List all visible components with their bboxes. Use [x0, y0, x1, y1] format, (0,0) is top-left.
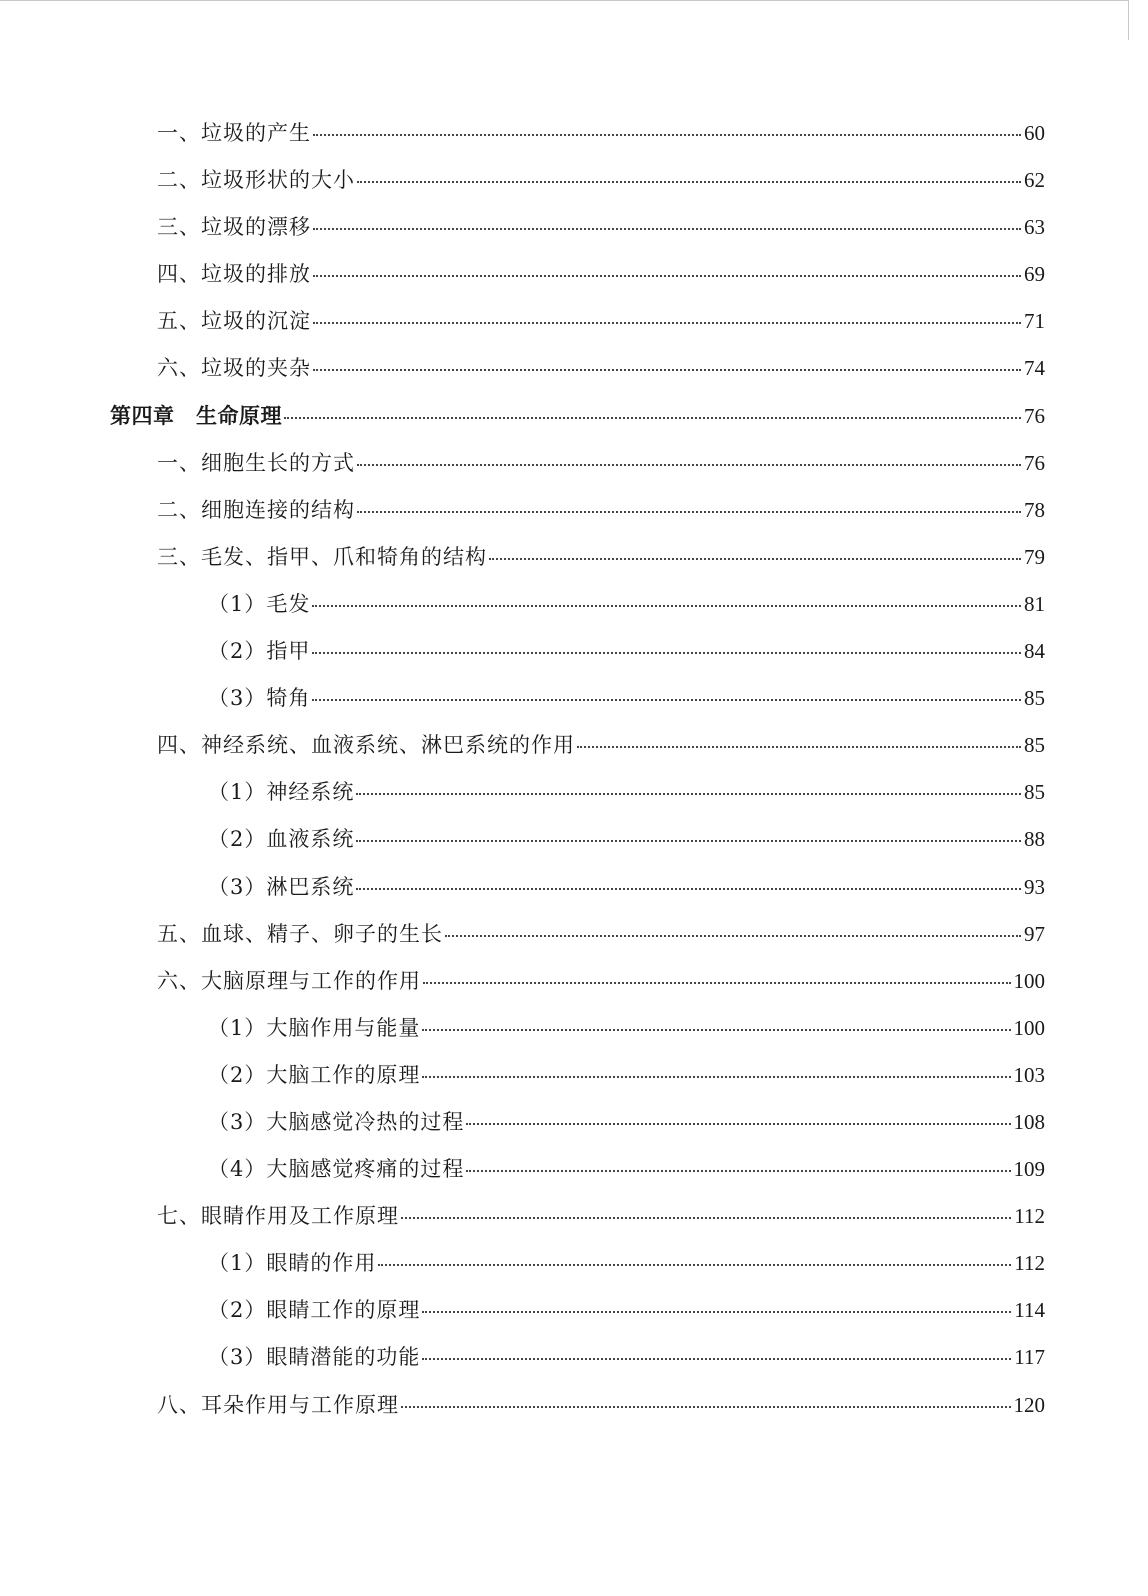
toc-entry[interactable]	[0, 1240, 1148, 1287]
toc-entry[interactable]	[0, 1146, 1148, 1193]
toc-page-number: 97	[1024, 921, 1045, 946]
toc-entry[interactable]	[0, 1382, 1148, 1429]
dot-leader	[357, 464, 1021, 466]
toc-entry-label: （1）眼睛的作用	[208, 1251, 377, 1276]
toc-chapter-heading[interactable]	[0, 393, 1148, 440]
toc-page-number: 108	[1013, 1109, 1045, 1134]
dot-leader	[312, 652, 1021, 654]
dot-leader	[313, 369, 1021, 371]
page-edge-right	[1128, 0, 1129, 40]
dot-leader	[313, 322, 1021, 324]
dot-leader	[357, 181, 1021, 183]
toc-page-number: 93	[1024, 874, 1045, 899]
dot-leader	[356, 840, 1021, 842]
dot-leader	[284, 417, 1021, 419]
toc-entry-label: 五、血球、精子、卵子的生长	[157, 921, 443, 946]
dot-leader	[489, 558, 1021, 560]
toc-entry-label: （4）大脑感觉疼痛的过程	[208, 1157, 465, 1182]
toc-entry-label: 二、细胞连接的结构	[157, 497, 355, 522]
toc-entry-label: （1）毛发	[208, 591, 311, 616]
toc-entry[interactable]	[0, 1287, 1148, 1334]
toc-entry[interactable]	[0, 816, 1148, 863]
toc-entry-label: 三、毛发、指甲、爪和犄角的结构	[157, 544, 487, 569]
toc-entry-label: 一、垃圾的产生	[157, 121, 311, 145]
toc-entry[interactable]	[0, 769, 1148, 816]
dot-leader	[357, 511, 1021, 513]
toc-entry[interactable]	[0, 157, 1148, 204]
toc-page-number: 74	[1024, 356, 1045, 381]
toc-entry[interactable]	[0, 1052, 1148, 1099]
dot-leader	[422, 1358, 1011, 1360]
toc-entry-label: （3）大脑感觉冷热的过程	[208, 1109, 465, 1134]
toc-entry-label: （1）神经系统	[208, 780, 355, 805]
dot-leader	[401, 1217, 1011, 1219]
toc-entry[interactable]	[0, 1193, 1148, 1240]
toc-page-number: 100	[1013, 1015, 1045, 1040]
toc-entry[interactable]	[0, 534, 1148, 581]
toc-entry-label: 二、垃圾形状的大小	[157, 168, 355, 193]
toc-entry-label: 四、垃圾的排放	[157, 262, 311, 287]
toc-page-number: 85	[1024, 780, 1045, 805]
dot-leader	[378, 1264, 1011, 1266]
toc-entry[interactable]	[0, 628, 1148, 675]
toc-entry[interactable]	[0, 581, 1148, 628]
dot-leader	[313, 134, 1021, 136]
toc-entry-label: （2）血液系统	[208, 827, 355, 852]
toc-entry-label: （2）大脑工作的原理	[208, 1062, 421, 1087]
toc-page-number: 109	[1013, 1157, 1045, 1182]
toc-entry-label: 一、细胞生长的方式	[157, 450, 355, 475]
toc-page-number: 85	[1024, 733, 1045, 758]
toc-page-number: 63	[1024, 215, 1045, 240]
toc-entry-label: 五、垃圾的沉淀	[157, 309, 311, 334]
toc-page-number: 79	[1024, 544, 1045, 569]
toc-entry[interactable]	[0, 1005, 1148, 1052]
toc-entry[interactable]	[0, 345, 1148, 392]
dot-leader	[422, 1029, 1010, 1031]
toc-page-number: 85	[1024, 686, 1045, 711]
dot-leader	[422, 1311, 1011, 1313]
toc-entry[interactable]	[0, 298, 1148, 345]
toc-entry[interactable]	[0, 440, 1148, 487]
toc-page-number: 112	[1014, 1204, 1045, 1229]
toc-page-number: 76	[1024, 403, 1045, 428]
toc-page-number: 76	[1024, 450, 1045, 475]
toc-page-number: 100	[1013, 968, 1045, 993]
toc-entry-label: （2）指甲	[208, 639, 311, 664]
toc-entry[interactable]	[0, 722, 1148, 769]
toc-page-number: 60	[1024, 121, 1045, 145]
dot-leader	[313, 228, 1021, 230]
toc-page-number: 120	[1013, 1392, 1045, 1417]
toc-entry-label: （3）犄角	[208, 686, 311, 711]
toc-entry[interactable]	[0, 204, 1148, 251]
toc-page-number: 117	[1014, 1345, 1045, 1370]
toc-entry-label: 六、垃圾的夹杂	[157, 356, 311, 381]
dot-leader	[466, 1123, 1010, 1125]
toc-page-number: 112	[1014, 1251, 1045, 1276]
dot-leader	[445, 935, 1021, 937]
toc-entry[interactable]	[0, 911, 1148, 958]
table-of-contents	[0, 110, 1148, 1429]
toc-page-number: 78	[1024, 497, 1045, 522]
toc-page-number: 88	[1024, 827, 1045, 852]
dot-leader	[423, 982, 1011, 984]
page-edge-top	[0, 0, 1128, 1]
dot-leader	[422, 1076, 1010, 1078]
toc-entry-label: （3）眼睛潜能的功能	[208, 1345, 421, 1370]
toc-entry[interactable]	[0, 251, 1148, 298]
toc-entry-label: （1）大脑作用与能量	[208, 1015, 421, 1040]
dot-leader	[466, 1170, 1010, 1172]
toc-entry[interactable]	[0, 675, 1148, 722]
toc-entry[interactable]	[0, 110, 1148, 157]
toc-page-number: 69	[1024, 262, 1045, 287]
toc-entry[interactable]	[0, 958, 1148, 1005]
toc-entry-label: 四、神经系统、血液系统、淋巴系统的作用	[157, 733, 575, 758]
toc-entry[interactable]	[0, 1099, 1148, 1146]
dot-leader	[401, 1406, 1011, 1408]
toc-entry-label: （2）眼睛工作的原理	[208, 1298, 421, 1323]
dot-leader	[356, 793, 1021, 795]
toc-page-number: 71	[1024, 309, 1045, 334]
toc-entry-label: 八、耳朵作用与工作原理	[157, 1392, 399, 1417]
toc-page-number: 114	[1014, 1298, 1045, 1323]
toc-entry-label: 三、垃圾的漂移	[157, 215, 311, 240]
dot-leader	[312, 605, 1021, 607]
toc-entry[interactable]	[0, 864, 1148, 911]
dot-leader	[313, 275, 1021, 277]
toc-entry-label: 六、大脑原理与工作的作用	[157, 968, 421, 993]
dot-leader	[577, 746, 1021, 748]
toc-page-number: 81	[1024, 591, 1045, 616]
toc-page-number: 103	[1013, 1062, 1045, 1087]
dot-leader	[356, 888, 1021, 890]
toc-entry-label: （3）淋巴系统	[208, 874, 355, 899]
dot-leader	[312, 699, 1021, 701]
toc-entry-label: 七、眼睛作用及工作原理	[157, 1204, 399, 1229]
toc-entry-label: 第四章 生命原理	[110, 403, 282, 428]
toc-page-number: 62	[1024, 168, 1045, 193]
toc-page-number: 84	[1024, 639, 1045, 664]
toc-entry[interactable]	[0, 487, 1148, 534]
toc-entry[interactable]	[0, 1334, 1148, 1381]
